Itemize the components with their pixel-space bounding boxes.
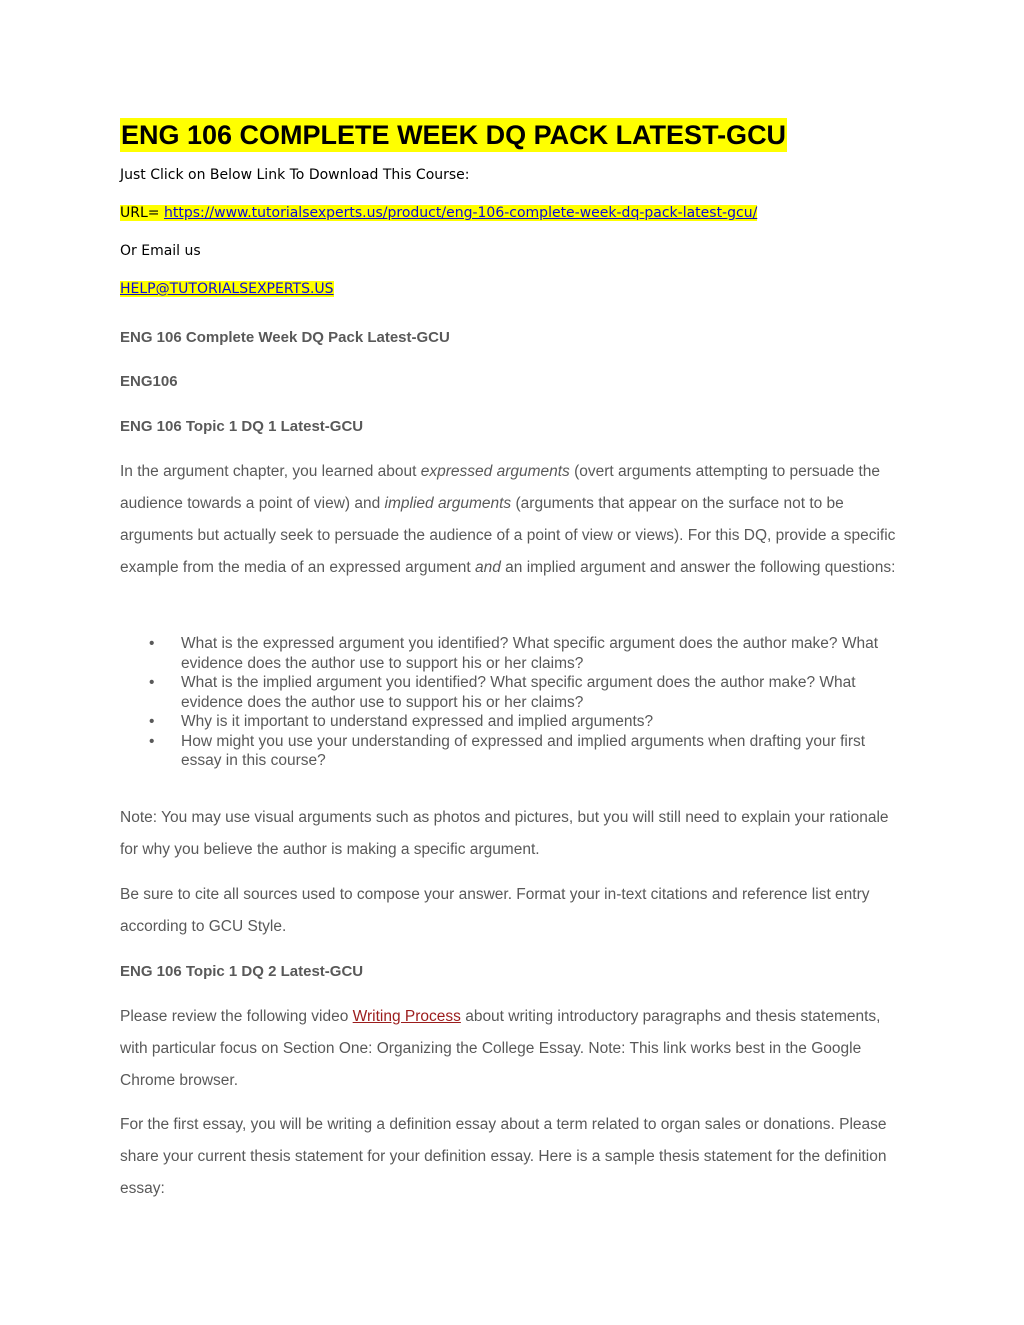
list-item: • Why is it important to understand expressed and implied arguments? bbox=[149, 713, 654, 730]
url-label: URL= bbox=[120, 205, 160, 221]
page-title: ENG 106 COMPLETE WEEK DQ PACK LATEST-GCU bbox=[121, 120, 787, 150]
course-url-link[interactable]: https://www.tutorialsexperts.us/product/eng-106-complete-week-dq-pack-latest-gcu/ bbox=[163, 205, 758, 221]
download-intro: Just Click on Below Link To Download This Course: bbox=[120, 167, 470, 183]
email-prompt: Or Email us bbox=[120, 243, 201, 259]
dq2-paragraph-2: For the first essay, you will be writing a definition essay about a term related to organ sales or donations. Please share your current thesis statement for your definition essay. Here is a sample thesis statement for the definition essay: bbox=[120, 1116, 887, 1197]
dq1-cite-instruction: Be sure to cite all sources used to compose your answer. Format your in-text citations and reference list entry according to GCU Style. bbox=[120, 886, 870, 935]
dq1-question-list bbox=[120, 634, 900, 771]
dq1-heading: ENG 106 Topic 1 DQ 1 Latest-GCU bbox=[120, 418, 364, 435]
dq1-paragraph: In the argument chapter, you learned about expressed arguments (overt arguments attempting to persuade the audience towards a point of view) and implied arguments (arguments that appear on the surface not to be arguments but actually seek to persuade the audience of a point of view or views). For this DQ, provide a specific example from the media of an expressed argument and an implied argument and answer the following questions: bbox=[120, 463, 896, 576]
main-heading: ENG 106 Complete Week DQ Pack Latest-GCU bbox=[120, 329, 450, 346]
email-link[interactable]: HELP@TUTORIALSEXPERTS.US bbox=[120, 281, 334, 297]
list-item: • What is the implied argument you identified? What specific argument does the author make? What evidence does the author use to support his or her claims? bbox=[149, 674, 856, 711]
url-line bbox=[120, 205, 757, 221]
list-item: • What is the expressed argument you identified? What specific argument does the author make? What evidence does the author use to support his or her claims? bbox=[149, 635, 879, 672]
list-item: • How might you use your understanding of expressed and implied arguments when drafting your first essay in this course? bbox=[149, 732, 866, 769]
course-code: ENG106 bbox=[120, 373, 178, 390]
dq2-heading: ENG 106 Topic 1 DQ 2 Latest-GCU bbox=[120, 963, 364, 980]
email-line bbox=[120, 281, 334, 297]
dq2-paragraph-1: Please review the following video Writing Process about writing introductory paragraphs and thesis statements, with particular focus on Section One: Organizing the College Essay. Note: This link works best in the Google Chrome browser. bbox=[120, 1008, 881, 1089]
dq1-note: Note: You may use visual arguments such as photos and pictures, but you will still need to explain your rationale for why you believe the author is making a specific argument. bbox=[120, 809, 889, 858]
writing-process-link[interactable]: Writing Process bbox=[352, 1008, 461, 1025]
